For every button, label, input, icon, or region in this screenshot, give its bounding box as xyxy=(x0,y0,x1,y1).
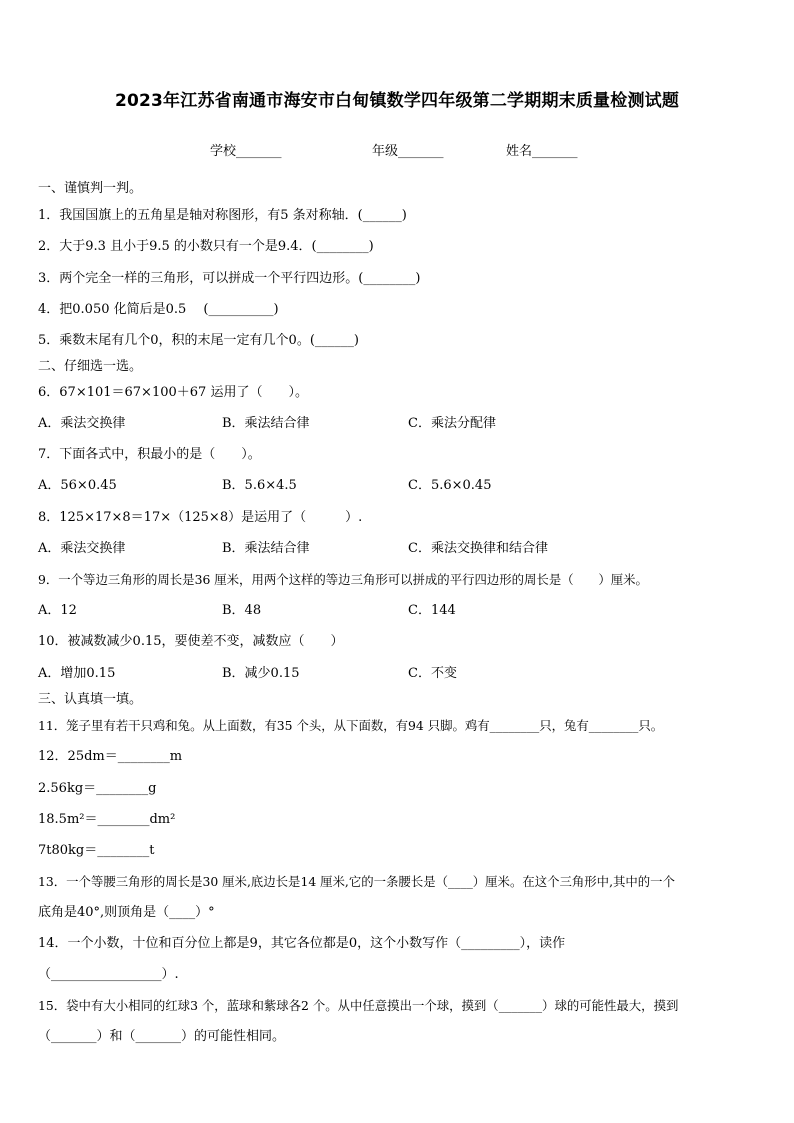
question-10-option-c: C．不变 xyxy=(408,666,457,681)
question-10-option-b: B．减少0.15 xyxy=(222,666,300,681)
question-6-option-a: A．乘法交换律 xyxy=(38,416,126,431)
question-6-option-c: C．乘法分配律 xyxy=(408,416,496,431)
question-9: 9．一个等边三角形的周长是36 厘米，用两个这样的等边三角形可以拼成的平行四边形的周长是（ ）厘米。 xyxy=(38,572,648,587)
question-7: 7．下面各式中，积最小的是（ ）。 xyxy=(38,447,261,462)
question-12-part-1: 12．25dm＝________m xyxy=(38,749,183,764)
question-4: 4．把0.050 化简后是0.5 (__________) xyxy=(38,302,279,317)
question-10-option-a: A．增加0.15 xyxy=(38,666,116,681)
question-2: 2．大于9.3 且小于9.5 的小数只有一个是9.4．(________) xyxy=(38,239,374,254)
question-7-option-c: C．5.6×0.45 xyxy=(408,478,492,493)
question-10: 10．被减数减少0.15，要使差不变，减数应（ ） xyxy=(38,634,344,649)
school-field: 学校_______ xyxy=(210,144,282,159)
question-5: 5．乘数末尾有几个0，积的末尾一定有几个0。(______) xyxy=(38,333,359,348)
question-15-line-2: （_______）和（_______）的可能性相同。 xyxy=(38,1029,286,1044)
question-6: 6．67×101＝67×100＋67 运用了（ ）。 xyxy=(38,385,308,400)
question-3: 3．两个完全一样的三角形，可以拼成一个平行四边形。(________) xyxy=(38,271,421,286)
question-9-option-a: A．12 xyxy=(38,603,77,618)
question-11: 11．笼子里有若干只鸡和兔。从上面数，有35 个头，从下面数，有94 只脚。鸡有________只，兔有________只。 xyxy=(38,718,664,733)
question-13-line-1: 13．一个等腰三角形的周长是30 厘米,底边长是14 厘米,它的一条腰长是（____）厘米。在这个三角形中,其中的一个 xyxy=(38,874,675,889)
page-title: 2023年江苏省南通市海安市白甸镇数学四年级第二学期期末质量检测试题 xyxy=(114,91,680,111)
section-heading-choice: 二、仔细选一选。 xyxy=(38,359,143,374)
name-field: 姓名_______ xyxy=(506,144,578,159)
question-12-part-4: 7t80kg＝________t xyxy=(38,843,155,858)
section-heading-fill: 三、认真填一填。 xyxy=(38,692,143,707)
question-7-option-a: A．56×0.45 xyxy=(38,478,117,493)
question-12-part-2: 2.56kg＝________g xyxy=(38,781,157,796)
question-14-line-2: （_________________）. xyxy=(38,967,179,982)
question-7-option-b: B．5.6×4.5 xyxy=(222,478,297,493)
question-8-option-b: B．乘法结合律 xyxy=(222,541,310,556)
question-15-line-1: 15．袋中有大小相同的红球3 个，蓝球和紫球各2 个。从中任意摸出一个球，摸到（_______）球的可能性最大，摸到 xyxy=(38,998,679,1013)
section-heading-judge: 一、谨慎判一判。 xyxy=(38,181,143,196)
question-8-option-c: C．乘法交换律和结合律 xyxy=(408,541,548,556)
question-13-line-2: 底角是40°,则顶角是（____）° xyxy=(38,905,215,920)
question-14-line-1: 14．一个小数，十位和百分位上都是9，其它各位都是0，这个小数写作（_________），读作 xyxy=(38,936,566,951)
question-9-option-c: C．144 xyxy=(408,603,456,618)
question-9-option-b: B．48 xyxy=(222,603,262,618)
question-6-option-b: B．乘法结合律 xyxy=(222,416,310,431)
question-8: 8．125×17×8＝17×（125×8）是运用了（ ）. xyxy=(38,510,363,525)
question-12-part-3: 18.5m²＝________dm² xyxy=(38,812,176,827)
grade-field: 年级_______ xyxy=(372,144,444,159)
question-8-option-a: A．乘法交换律 xyxy=(38,541,126,556)
question-1: 1．我国国旗上的五角星是轴对称图形，有5 条对称轴．(______) xyxy=(38,208,407,223)
